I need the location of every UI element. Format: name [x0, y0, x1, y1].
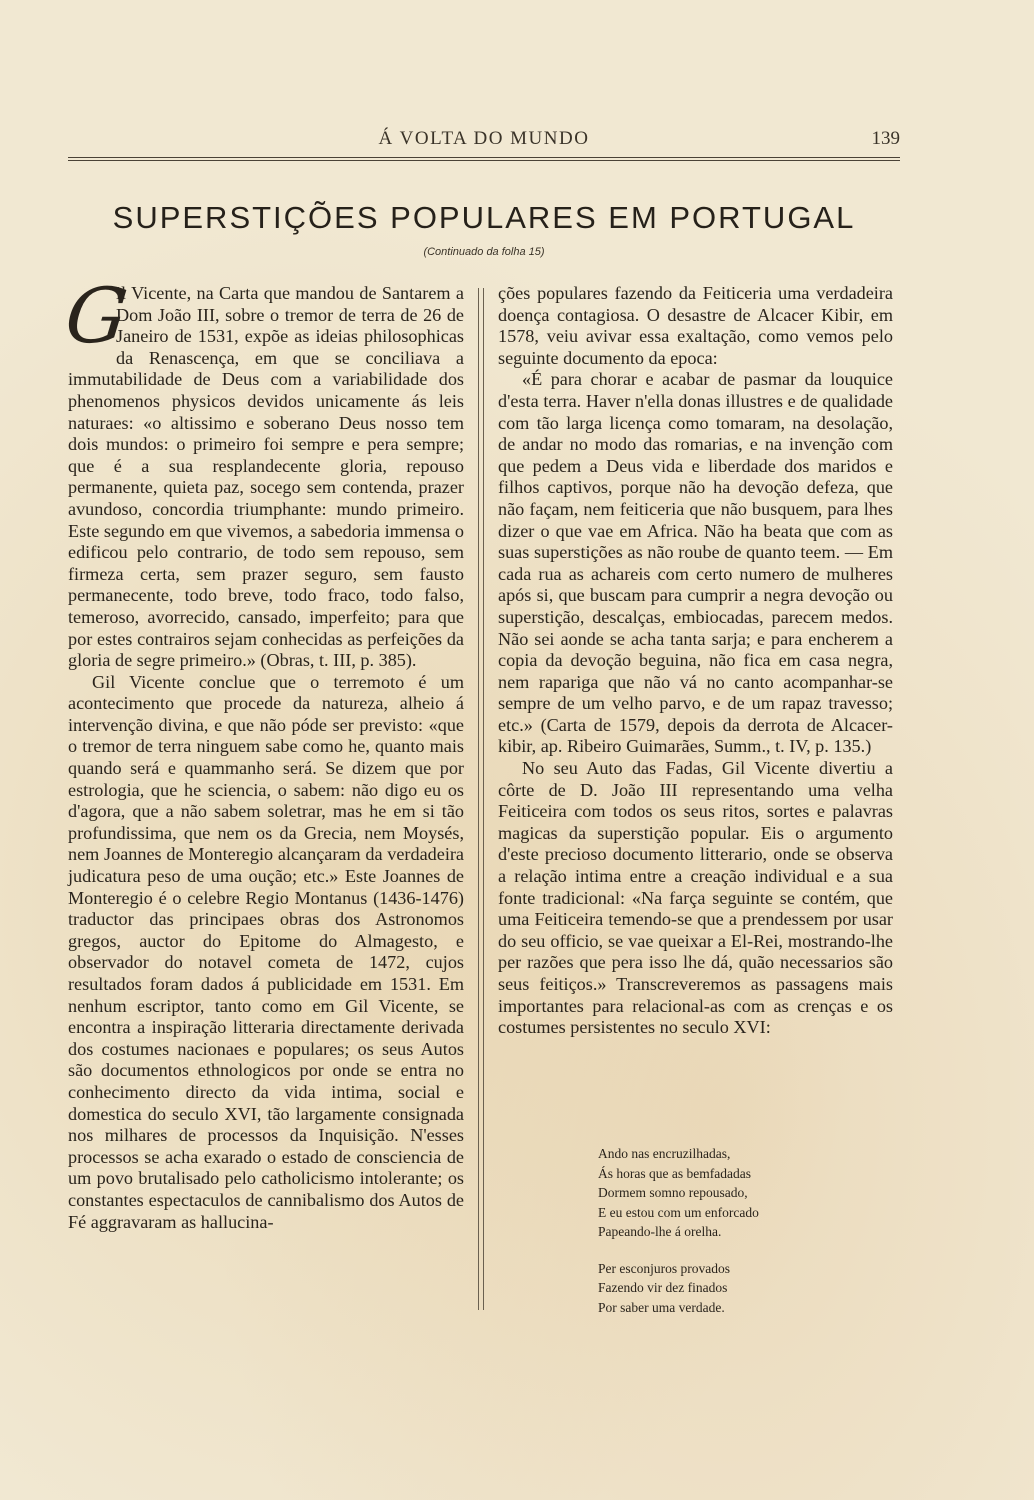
page-number: 139 [871, 128, 900, 149]
paragraph: Gil Vicente conclue que o terremoto é um acontecimento que procede da natureza, alheio á intervenção divina, e que não póde ser previsto: «que o tremor de terra ninguem sabe como he, quanto mais quando será e quammanho será. Se dizem que por estrologia, que he sciencia, o sabem: não digo eu os d'agora, que a não sabem soletrar, mas he em si tão profundissima, que nem os da Grecia, nem Moysés, nem Joannes de Monteregio alcançaram da verdadeira judicatura peso de uma oução; etc.» Este Joannes de Monteregio é o celebre Regio Montanus (1436-1476) traductor das principaes obras dos Astronomos gregos, auctor do Epitome do Almagesto, e observador do notavel cometa de 1472, cujos resultados foram dados á publicidade em 1531. Em nenhum escriptor, tanto como em Gil Vicente, se encontra a inspiração litteraria directamente derivada dos costumes nacionaes e populares; os seus Autos são documentos ethnologicos por onde se entra no conhecimento directo da vida intima, social e domestica do seculo XVI, tão largamente consignada nos milhares de processos da Inquisição. N'esses processos se acha exarado o estado de consciencia de um povo brutalisado pelo catholicismo intolerante; os constantes espectaculos de cannibalismo dos Autos de Fé aggravaram as hallucina- [68, 671, 464, 1232]
article-subtitle: (Continuado da folha 15) [423, 246, 545, 258]
verse-line: Ando nas encruzilhadas, [598, 1146, 731, 1161]
verse-line: Fazendo vir dez finados [598, 1280, 728, 1295]
header-rule [68, 157, 900, 161]
paragraph: ções populares fazendo da Feiticeria uma verdadeira doença contagiosa. O desastre de Alcacer Kibir, em 1578, veiu avivar essa exaltação, como vemos pelo seguinte documento da epoca: [498, 283, 893, 368]
verse-line: Ás horas que as bemfadadas [598, 1165, 751, 1181]
article-title: SUPERSTIÇÕES POPULARES EM PORTUGAL [112, 200, 856, 235]
drop-cap: G [61, 271, 132, 360]
verse-line: E eu estou com um enforcado [598, 1204, 759, 1220]
left-column [61, 271, 464, 1233]
verse-line: Papeando-lhe á orelha. [598, 1224, 722, 1239]
right-column [498, 283, 893, 1039]
paragraph-text: il Vicente, na Carta que mandou de Santarem a Dom João III, sobre o tremor de terra de 26 de Janeiro de 1531, expõe as ideias philosophicas da Renascença, em que se conciliava a immutabilidade de Deus com a variabilidade dos phenomenos physicos devidos unicamente ás leis naturaes: «o altissimo e soberano Deus nosso tem dois mundos: o primeiro foi sempre e pera sempre; que é a sua resplandecente gloria, repouso permanente, quieta paz, socego sem contenda, prazer avundoso, concordia triumphante: mundo primeiro. Este segundo em que vivemos, a sabedoria immensa o edificou pelo contrario, de todo sem repouso, sem firmeza certa, sem prazer seguro, sem fausto permanecente, todo breve, todo fraco, todo falso, temeroso, avorrecido, cansado, imperfeito; para que por estes contrairos sejam conhecidas as perfeições da gloria de segre primeiro.» (Obras, t. III, p. 385). [68, 283, 464, 671]
verse-line: Per esconjuros provados [598, 1260, 730, 1276]
paragraph [61, 271, 464, 672]
paragraph: No seu Auto das Fadas, Gil Vicente divertiu a côrte de D. João III representando uma velha Feiticeira com todos os seus ritos, sortes e palavras magicas da superstição popular. Eis o argumento d'este precioso documento litterario, onde se observa a relação intima entre a creação individual e a sua fonte tradicional: «Na farça seguinte se contém, que uma Feiticeira temendo-se que a prendessem por usar do seu officio, se vae queixar a El-Rei, mostrando-lhe per razões que pera isso lhe dá, quão necessarios são seus feitiços.» Transcreveremos as passagens mais importantes para relacional-as com as crenças e os costumes persistentes no seculo XVI: [498, 758, 893, 1038]
column-divider [478, 288, 484, 1310]
verse-line: Dormem somno repousado, [598, 1185, 748, 1200]
paragraph: «É para chorar e acabar de pasmar da louquice d'esta terra. Haver n'ella donas illustres e de qualidade com tão larga licença como tomaram, na desolação, de andar no modo das romarias, e na invenção com que pedem a Deus vida e liberdade dos maridos e filhos captivos, porque não ha devoção defeza, que não façam, nem feiticeria que não busquem, para lhes dizer o que vae em Africa. Não ha beata que com as suas superstições as não roube de quanto teem. — Em cada rua as achareis com certo numero de mulheres após si, que buscam para cumprir a negra devoção ou superstição, descalças, embiocadas, parecem medos. Não sei aonde se acha tanta sarja; e para encherem a copia da devoção beguina, não fica em casa negra, nem rapariga que não vá no canto acompanhar-se sempre de um velho parvo, e de um rapaz travesso; etc.» (Carta de 1579, depois da derrota de Alcacer-kibir, ap. Ribeiro Guimarães, Summ., t. IV, p. 135.) [498, 369, 893, 757]
running-title: Á VOLTA DO MUNDO [378, 128, 590, 149]
stanza [598, 1144, 898, 1242]
running-header [68, 128, 900, 156]
verse-block [598, 1144, 898, 1334]
stanza [598, 1259, 898, 1318]
verse-line: Por saber uma verdade. [598, 1299, 725, 1315]
